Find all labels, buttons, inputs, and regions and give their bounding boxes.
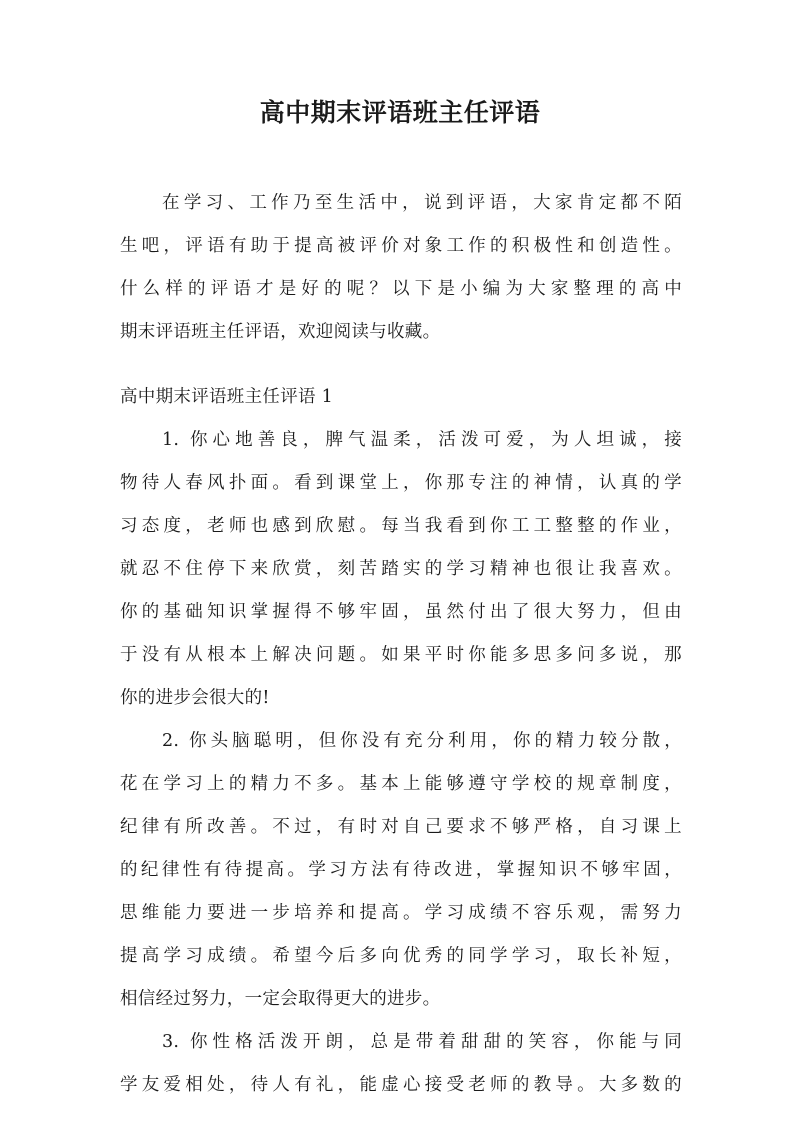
item-line: 3. 你性格活泼开朗，总是带着甜甜的笑容，你能与同 <box>162 1032 682 1052</box>
item-line: 物待人春风扑面。看到课堂上，你那专注的神情，认真的学 <box>120 473 682 493</box>
item-line: 1. 你心地善良，脾气温柔，活泼可爱，为人坦诚，接 <box>162 430 682 450</box>
item-line: 花在学习上的精力不多。基本上能够遵守学校的规章制度， <box>120 774 682 794</box>
item-line: 纪律有所改善。不过，有时对自己要求不够严格，自习课上 <box>120 817 682 837</box>
item-line: 你的基础知识掌握得不够牢固，虽然付出了很大努力，但由 <box>120 602 682 622</box>
page-title: 高中期末评语班主任评语 <box>259 98 541 127</box>
item-line: 相信经过努力，一定会取得更大的进步。 <box>120 989 441 1009</box>
item-line: 的纪律性有待提高。学习方法有待改进，掌握知识不够牢固， <box>120 860 682 880</box>
item-line: 你的进步会很大的! <box>120 688 270 708</box>
intro-line: 生吧，评语有助于提高被评价对象工作的积极性和创造性。 <box>120 236 682 256</box>
item-line: 习态度，老师也感到欣慰。每当我看到你工工整整的作业， <box>120 516 682 536</box>
section-heading: 高中期末评语班主任评语 1 <box>120 387 334 407</box>
item-line: 2. 你头脑聪明，但你没有充分利用，你的精力较分散， <box>162 731 682 751</box>
intro-line: 在学习、工作乃至生活中，说到评语，大家肯定都不陌 <box>162 193 682 213</box>
item-line: 学友爱相处，待人有礼，能虚心接受老师的教导。大多数的 <box>120 1075 682 1095</box>
item-line: 思维能力要进一步培养和提高。学习成绩不容乐观，需努力 <box>120 903 682 923</box>
intro-line: 什么样的评语才是好的呢？以下是小编为大家整理的高中 <box>120 279 682 299</box>
item-line: 就忍不住停下来欣赏，刻苦踏实的学习精神也很让我喜欢。 <box>120 559 682 579</box>
item-line: 于没有从根本上解决问题。如果平时你能多思多问多说，那 <box>120 645 682 665</box>
item-line: 提高学习成绩。希望今后多向优秀的同学学习，取长补短， <box>120 946 682 966</box>
intro-line: 期末评语班主任评语，欢迎阅读与收藏。 <box>120 322 441 342</box>
